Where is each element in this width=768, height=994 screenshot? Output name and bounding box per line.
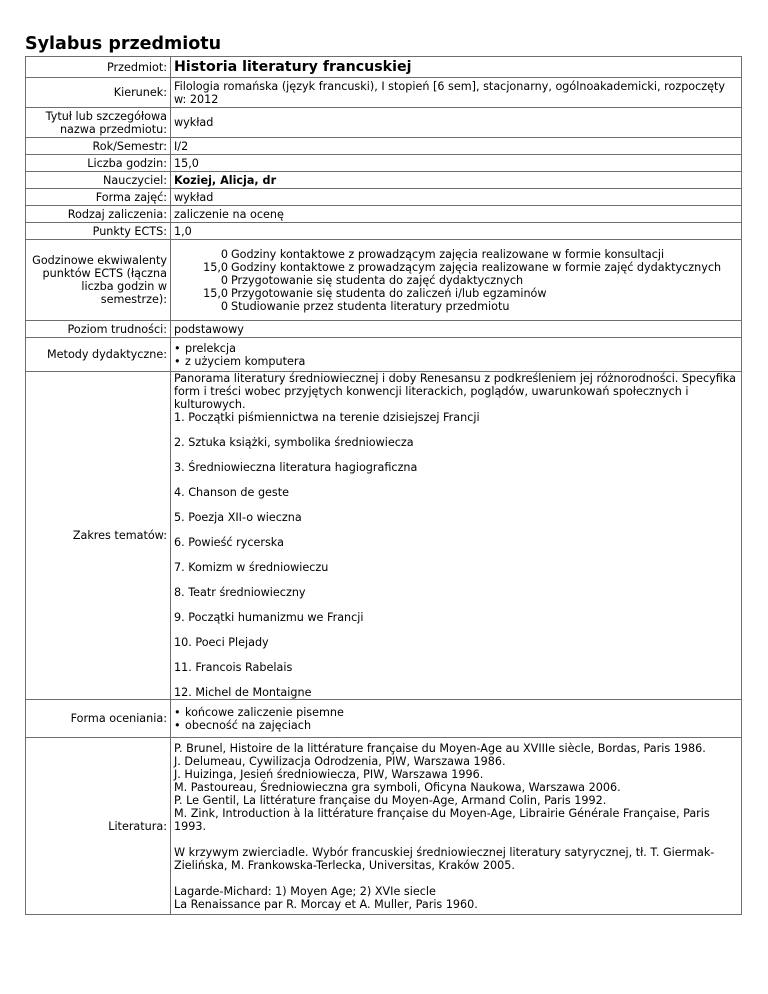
literature-item: La Renaissance par R. Morcay et A. Muller, Paris 1960. [174,897,478,911]
row-ocena [26,700,742,738]
topic-item: 3. Średniowieczna literatura hagiograficzna [174,461,418,474]
value-nauczyciel: Koziej, Alicja, dr [171,172,742,189]
label-metody: Metody dydaktyczne: [26,338,171,372]
ects-hours: 0 [220,247,228,261]
literature-item: W krzywym zwierciadle. Wybór francuskiej średniowiecznej literatury satyrycznej, tł. T. Giermak-Zielińska, M. Frankowska-Terlecka, Universitas, Kraków 2005. [174,845,715,872]
literature-item: J. Huizinga, Jesień średniowiecza, PIW, Warszawa 1996. [174,767,484,781]
literature-item: Lagarde-Michard: 1) Moyen Age; 2) XVIe siecle [174,884,436,898]
label-przedmiot: Przedmiot: [26,57,171,78]
row-rodzaj [26,206,742,223]
list-item: • obecność na zajęciach [174,719,738,732]
ects-breakdown [171,240,742,321]
ects-text: Godziny kontaktowe z prowadzącym zajęcia realizowane w formie konsultacji [231,247,665,261]
ects-item [174,248,738,261]
topic-item: 6. Powieść rycerska [174,536,284,549]
label-rok: Rok/Semestr: [26,138,171,155]
row-nauczyciel [26,172,742,189]
row-forma [26,189,742,206]
label-tytul: Tytuł lub szczegółowa nazwa przedmiotu: [26,108,171,138]
label-literatura: Literatura: [26,738,171,915]
row-kierunek [26,78,742,108]
list-item: • końcowe zaliczenie pisemne [174,706,738,719]
zakres-intro [174,372,738,411]
label-punkty: Punkty ECTS: [26,223,171,240]
row-rok [26,138,742,155]
topic-item: 7. Komizm w średniowieczu [174,561,329,574]
ects-item [174,287,738,300]
row-godziny [26,155,742,172]
label-rodzaj: Rodzaj zaliczenia: [26,206,171,223]
topic-item: 1. Początki piśmiennictwa na terenie dzisiejszej Francji [174,411,480,424]
ects-item [174,300,738,313]
literature-item: J. Delumeau, Cywilizacja Odrodzenia, PIW, Warszawa 1986. [174,754,506,768]
label-godziny: Liczba godzin: [26,155,171,172]
literature-item: M. Pastoureau, Średniowieczna gra symboli, Oficyna Naukowa, Warszawa 2006. [174,780,621,794]
value-forma: wykład [171,189,742,206]
literature-item: P. Brunel, Histoire de la littérature française du Moyen-Age au XVIIIe siècle, Bordas, Paris 1986. [174,741,706,755]
label-poziom: Poziom trudności: [26,321,171,338]
label-ocena: Forma oceniania: [26,700,171,738]
literature-item: P. Le Gentil, La littérature française du Moyen-Age, Armand Colin, Paris 1992. [174,793,607,807]
topic-item: 9. Początki humanizmu we Francji [174,611,364,624]
value-metody [171,338,742,372]
topic-item: 4. Chanson de geste [174,486,290,499]
value-godziny: 15,0 [171,155,742,172]
ects-item [174,261,738,274]
page-title: Sylabus przedmiotu [25,34,222,54]
value-literatura [171,738,742,915]
row-tytul [26,108,742,138]
ects-hours: 15,0 [203,260,228,274]
ects-hours: 0 [220,299,228,313]
row-ects [26,240,742,321]
topic-item: 8. Teatr średniowieczny [174,586,306,599]
row-metody [26,338,742,372]
syllabus-table [25,56,742,915]
ects-hours: 15,0 [203,286,228,300]
value-rodzaj: zaliczenie na ocenę [171,206,742,223]
label-zakres: Zakres tematów: [26,372,171,700]
ects-hours: 0 [220,273,228,287]
metody-list [174,342,738,368]
value-tytul: wykład [171,108,742,138]
label-forma: Forma zajęć: [26,189,171,206]
topic-item: 11. Francois Rabelais [174,661,293,674]
label-kierunek: Kierunek: [26,78,171,108]
row-literatura [26,738,742,915]
value-ocena [171,700,742,738]
topic-item: 12. Michel de Montaigne [174,686,312,699]
value-zakres [171,372,742,700]
value-przedmiot: Historia literatury francuskiej [171,57,742,78]
ects-item [174,274,738,287]
label-ects: Godzinowe ekwiwalenty punktów ECTS (łączna liczba godzin w semestrze): [26,240,171,321]
list-item: • z użyciem komputera [174,355,738,368]
row-zakres [26,372,742,700]
topic-item: 2. Sztuka książki, symbolika średniowiecza [174,436,414,449]
value-rok: I/2 [171,138,742,155]
value-punkty: 1,0 [171,223,742,240]
ects-text: Przygotowanie się studenta do zajęć dydaktycznych [231,273,524,287]
value-poziom: podstawowy [171,321,742,338]
row-poziom [26,321,742,338]
row-punkty [26,223,742,240]
literature-item: M. Zink, Introduction à la littérature française du Moyen-Age, Librairie Générale Française, Paris 1993. [174,806,710,833]
ects-text: Przygotowanie się studenta do zaliczeń i/lub egzaminów [231,286,547,300]
zakres-intro-text: Panorama literatury średniowiecznej i doby Renesansu z podkreśleniem jej różnorodności. Specyfika form i treści wobec przyjętych konwencji literackich, poglądów, uwarunkowań społecznych i kulturowych. [174,372,736,411]
topic-item: 10. Poeci Plejady [174,636,269,649]
row-przedmiot [26,57,742,78]
topic-item: 5. Poezja XII-o wieczna [174,511,302,524]
label-nauczyciel: Nauczyciel: [26,172,171,189]
ects-text: Godziny kontaktowe z prowadzącym zajęcia realizowane w formie zajęć dydaktycznych [231,260,722,274]
list-item: • prelekcja [174,342,738,355]
ects-text: Studiowanie przez studenta literatury przedmiotu [231,299,510,313]
ocena-list [174,706,738,732]
value-kierunek: Filologia romańska (język francuski), I stopień [6 sem], stacjonarny, ogólnoakademicki, rozpoczęty w: 2012 [171,78,742,108]
